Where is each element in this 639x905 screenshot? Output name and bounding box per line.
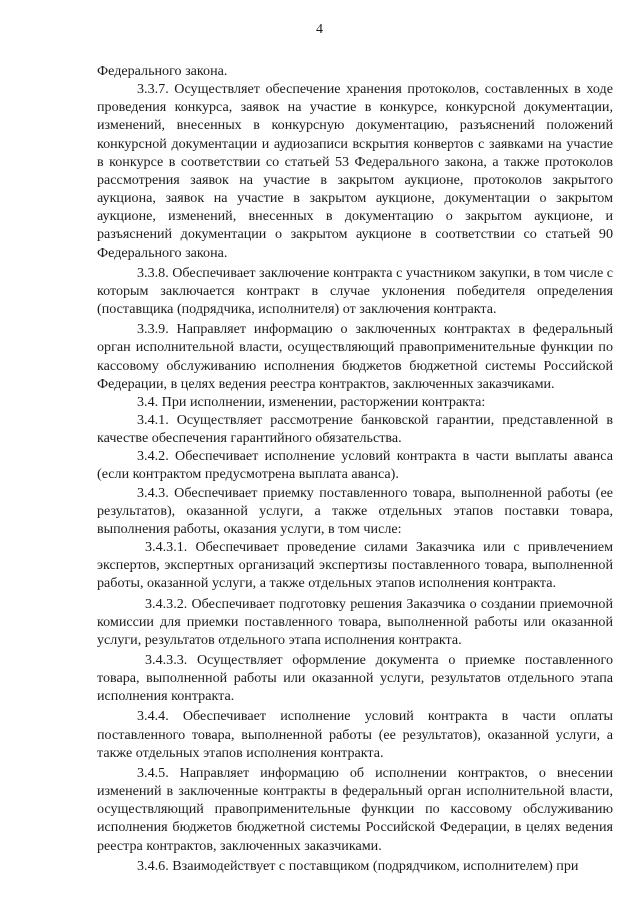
paragraph-3-4-4: 3.4.4. Обеспечивает исполнение условий контракта в части оплаты поставленного товара, выполненной работы (ее результатов), оказанной услуги, а также отдельных этапов исполнения контракта. [97,708,613,761]
paragraph-3-3-7: 3.3.7. Осуществляет обеспечение хранения протоколов, составленных в ходе проведения конкурса, заявок на участие в конкурсе, конкурсной документации, изменений, внесенных в конкурсную документацию, разъяснений положений конкурсной документации и аудиозаписи вскрытия конвертов с заявками на участие в конкурсе в соответствии со статьей 53 Федерального закона, а также протоколов рассмотрения заявок на участие в закрытом аукционе, протоколов закрытого аукциона, заявок на участие в закрытом аукционе, документации о закрытом аукционе, изменений, внесенных в документацию о закрытом аукционе, и разъяснений документации о закрытом аукционе в соответствии со статьей 90 Федерального закона. [97,81,613,261]
paragraph-3-3-9: 3.3.9. Направляет информацию о заключенных контрактах в федеральный орган исполнительной власти, осуществляющий правоприменительные функции по кассовому обслуживанию исполнения бюджетов бюджетной системы Российской Федерации, в целях ведения реестра контрактов, заключенных заказчиками. [97,321,613,392]
paragraph-continuation: Федерального закона. [97,63,228,79]
paragraph-3-4-6: 3.4.6. Взаимодействует с поставщиком (подрядчиком, исполнителем) при [137,857,579,874]
paragraph-3-4-1: 3.4.1. Осуществляет рассмотрение банковской гарантии, представленной в качестве обеспечения гарантийного обязательства. [97,411,613,447]
paragraph-3-4-3-3: 3.4.3.3. Осуществляет оформление документа о приемке поставленного товара, выполненной работы или оказанной услуги, результатов отдельного этапа исполнения контракта. [97,652,613,705]
paragraph-3-4-3-2: 3.4.3.2. Обеспечивает подготовку решения Заказчика о создании приемочной комиссии для приемки поставленного товара, выполненной работы или оказанной услуги, результатов отдельного этапа исполнения контракта. [97,595,613,648]
document-body [97,62,613,875]
page-number: 4 [316,22,323,37]
paragraph-3-4-2: 3.4.2. Обеспечивает исполнение условий контракта в части выплаты аванса (если контрактом предусмотрена выплата аванса). [97,448,613,483]
paragraph-3-4-3: 3.4.3. Обеспечивает приемку поставленного товара, выполненной работы (ее результатов), оказанной услуги, а также отдельных этапов поставки товара, выполнения работы, оказания услуги, в том числе: [97,484,613,537]
paragraph-3-4-3-1: 3.4.3.1. Обеспечивает проведение силами Заказчика или с привлечением экспертов, экспертных организаций экспертизы поставленного товара, выполненной работы, оказанной услуги, а также отдельных этапов исполнения контракта. [97,539,613,592]
paragraph-3-4-5: 3.4.5. Направляет информацию об исполнении контрактов, о внесении изменений в заключенные контракты в федеральный орган исполнительной власти, осуществляющий правоприменительные функции по кассовому обслуживанию исполнения бюджетов бюджетной системы Российской Федерации, в целях ведения реестра контрактов, заключенных заказчиками. [97,764,613,854]
paragraph-3-3-8: 3.3.8. Обеспечивает заключение контракта с участником закупки, в том числе с которым заключается контракт в случае уклонения победителя определения (поставщика (подрядчика, исполнителя) от заключения контракта. [97,264,613,318]
paragraph-3-4: 3.4. При исполнении, изменении, расторжении контракта: [137,393,486,410]
